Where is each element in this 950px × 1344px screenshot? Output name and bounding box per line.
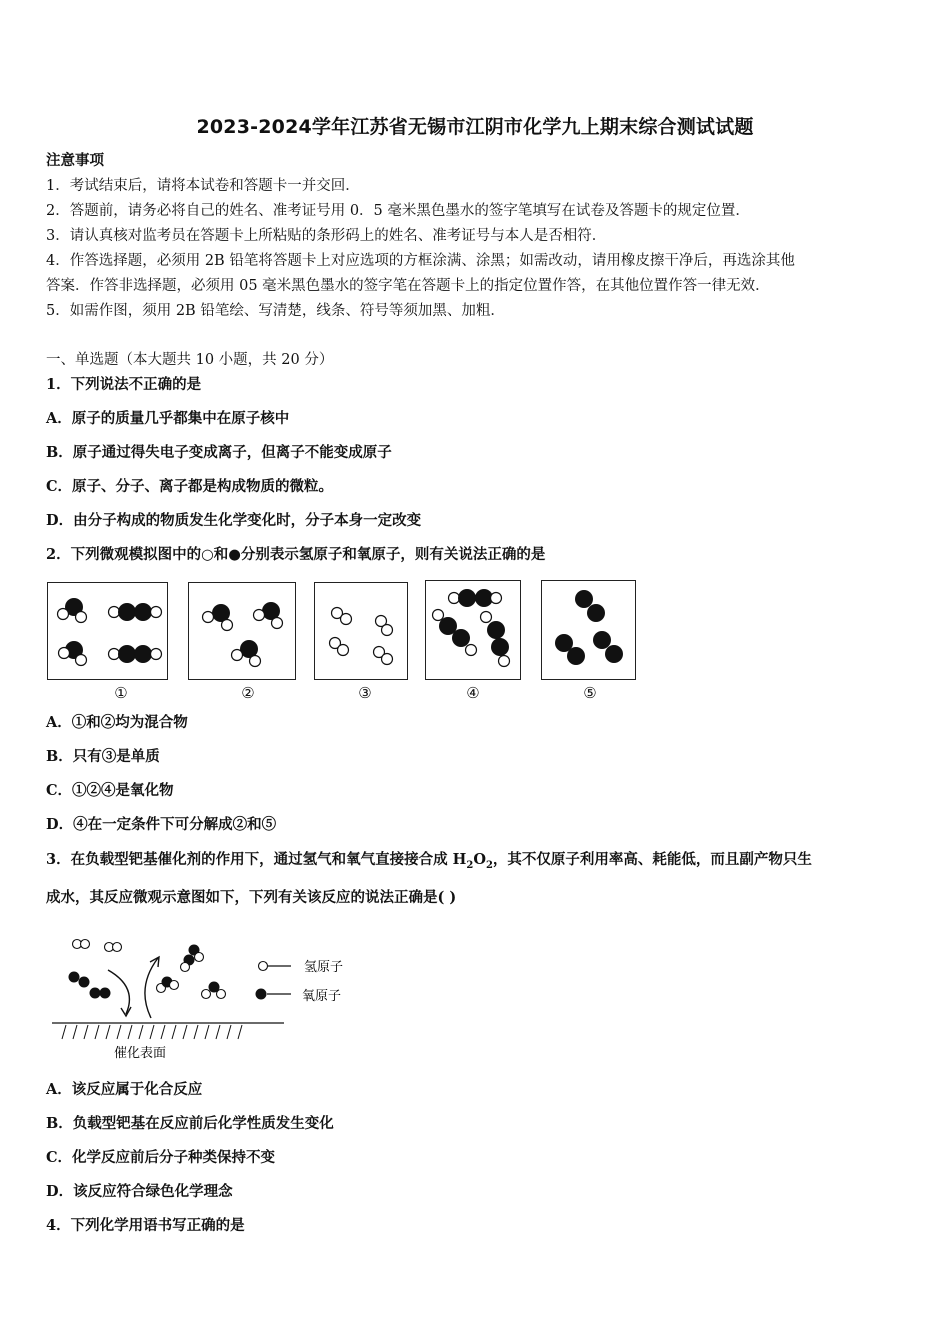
hydrogen-atom: [491, 593, 502, 604]
oxygen-atom: [605, 645, 623, 663]
reaction-arrow-down: [108, 970, 129, 1014]
hydrogen-atom: [217, 990, 226, 999]
legend-hydrogen-icon: [259, 962, 268, 971]
hydrogen-atom: [449, 593, 460, 604]
oxygen-atom: [567, 647, 585, 665]
oxygen-atom: [69, 972, 80, 983]
legend-hydrogen-label: 氢原子: [304, 960, 344, 975]
q3-option-b: B．负载型钯基在反应前后化学性质发生变化: [46, 1115, 334, 1132]
q2-option-d: D．④在一定条件下可分解成②和⑤: [46, 816, 277, 833]
hydrogen-atom: [254, 610, 265, 621]
page-title: 2023-2024学年江苏省无锡市江阴市化学九上期末综合测试试题: [196, 116, 754, 138]
question-4-stem: 4．下列化学用语书写正确的是: [46, 1217, 245, 1234]
hydrogen-atom: [341, 614, 352, 625]
hydrogen-atom: [58, 609, 69, 620]
box-label-3: ③: [358, 684, 372, 702]
hydrogen-atom: [499, 656, 510, 667]
notice-heading: 注意事项: [46, 152, 104, 169]
q3-stem-pre: 3．在负载型钯基催化剂的作用下，通过氢气和氧气直接接合成 H: [46, 851, 467, 868]
hydrogen-atom: [59, 648, 70, 659]
oxygen-atom: [487, 621, 505, 639]
hydrogen-atom: [202, 990, 211, 999]
catalyst-surface-label: 催化表面: [114, 1046, 167, 1061]
notice-item: 3．请认真核对监考员在答题卡上所粘贴的条形码上的姓名、准考证号与本人是否相符．: [46, 228, 607, 244]
oxygen-atom: [134, 603, 152, 621]
q1-option-d: D．由分子构成的物质发生化学变化时，分子本身一定改变: [46, 512, 422, 529]
oxygen-atom: [118, 603, 136, 621]
question-1-stem: 1．下列说法不正确的是: [46, 376, 202, 393]
q3-oxygen-symbol: O: [473, 851, 486, 868]
hydrogen-atom: [481, 612, 492, 623]
molecule-box-5: [541, 580, 636, 680]
catalyst-surface-hatching: [62, 1025, 242, 1039]
hydrogen-atom: [203, 612, 214, 623]
oxygen-atom: [587, 604, 605, 622]
legend-oxygen-label: 氧原子: [302, 989, 342, 1004]
notice-item: 答案．作答非选择题，必须用 05 毫米黑色墨水的签字笔在答题卡上的指定位置作答，在其他位置作答一律无效．: [46, 278, 770, 294]
hydrogen-atom: [382, 654, 393, 665]
q1-option-c: C．原子、分子、离子都是构成物质的微粒。: [46, 478, 334, 495]
arrow-head-icon: [121, 1007, 131, 1016]
hydrogen-atom: [151, 649, 162, 660]
notice-item: 2．答题前，请务必将自己的姓名、准考证号用 0．5 毫米黑色墨水的签字笔填写在试卷及答题卡的规定位置．: [46, 203, 750, 219]
molecule-box-5-graphic: [542, 581, 635, 679]
q3-stem-post: ，其不仅原子利用率高、耗能低，而且副产物只生: [492, 851, 812, 868]
notice-item: 4．作答选择题，必须用 2B 铅笔将答题卡上对应选项的方框涂满、涂黑；如需改动，请用橡皮擦干净后，再选涂其他: [46, 253, 795, 269]
molecule-box-3-graphic: [315, 583, 407, 679]
box-label-2: ②: [241, 684, 255, 702]
molecule-box-4-graphic: [426, 581, 520, 679]
hydrogen-atom: [272, 618, 283, 629]
hydrogen-atom: [433, 610, 444, 621]
oxygen-atom: [100, 988, 111, 999]
hydrogen-atom: [232, 650, 243, 661]
question-3-stem-line2: 成水，其反应微观示意图如下，下列有关该反应的说法正确是( ): [46, 889, 457, 906]
hydrogen-atom: [113, 943, 122, 952]
hydrogen-atom: [109, 649, 120, 660]
hydrogen-atom: [151, 607, 162, 618]
q1-option-a: A．原子的质量几乎都集中在原子核中: [46, 410, 290, 427]
hydrogen-atom: [76, 655, 87, 666]
oxygen-atom: [118, 645, 136, 663]
oxygen-atom: [452, 629, 470, 647]
question-3-stem-line1: [46, 850, 812, 876]
oxygen-atom: [90, 988, 101, 999]
box-label-4: ④: [466, 684, 480, 702]
section-heading: 一、单选题（本大题共 10 小题，共 20 分）: [46, 352, 334, 368]
q3-subscript: 2: [485, 859, 493, 871]
q3-option-d: D．该反应符合绿色化学理念: [46, 1183, 233, 1200]
hydrogen-atom: [181, 963, 190, 972]
oxygen-atom: [575, 590, 593, 608]
notice-item: 1．考试结束后，请将本试卷和答题卡一并交回．: [46, 178, 360, 194]
q2-option-b: B．只有③是单质: [46, 748, 160, 765]
hydrogen-atom: [466, 645, 477, 656]
catalyst-reaction-diagram: [48, 932, 368, 1067]
hydrogen-atom: [81, 940, 90, 949]
legend-oxygen-icon: [256, 989, 267, 1000]
hydrogen-atom: [195, 953, 204, 962]
notice-item: 5．如需作图，须用 2B 铅笔绘、写清楚，线条、符号等须加黑、加粗．: [46, 303, 505, 319]
q3-option-c: C．化学反应前后分子种类保持不变: [46, 1149, 276, 1166]
hydrogen-atom: [222, 620, 233, 631]
q2-option-a: A．①和②均为混合物: [46, 714, 188, 731]
molecule-box-2-graphic: [189, 583, 295, 679]
q3-option-a: A．该反应属于化合反应: [46, 1081, 203, 1098]
q2-option-c: C．①②④是氧化物: [46, 782, 174, 799]
oxygen-atom: [593, 631, 611, 649]
molecule-box-4: [425, 580, 521, 680]
box-label-5: ⑤: [583, 684, 597, 702]
molecule-box-2: [188, 582, 296, 680]
oxygen-atom: [458, 589, 476, 607]
hydrogen-atom: [109, 607, 120, 618]
hydrogen-atom: [170, 981, 179, 990]
molecule-box-3: [314, 582, 408, 680]
question-2-stem: 2．下列微观模拟图中的○和●分别表示氢原子和氧原子，则有关说法正确的是: [46, 546, 546, 563]
hydrogen-atom: [338, 645, 349, 656]
oxygen-atom: [134, 645, 152, 663]
molecule-box-1-graphic: [48, 583, 167, 679]
box-label-1: ①: [114, 684, 128, 702]
hydrogen-atom: [250, 656, 261, 667]
molecule-box-1: [47, 582, 168, 680]
oxygen-atom: [491, 638, 509, 656]
hydrogen-atom: [382, 625, 393, 636]
hydrogen-atom: [76, 612, 87, 623]
q3-subscript: 2: [466, 859, 474, 871]
oxygen-atom: [79, 977, 90, 988]
q1-option-b: B．原子通过得失电子变成离子，但离子不能变成原子: [46, 444, 392, 461]
